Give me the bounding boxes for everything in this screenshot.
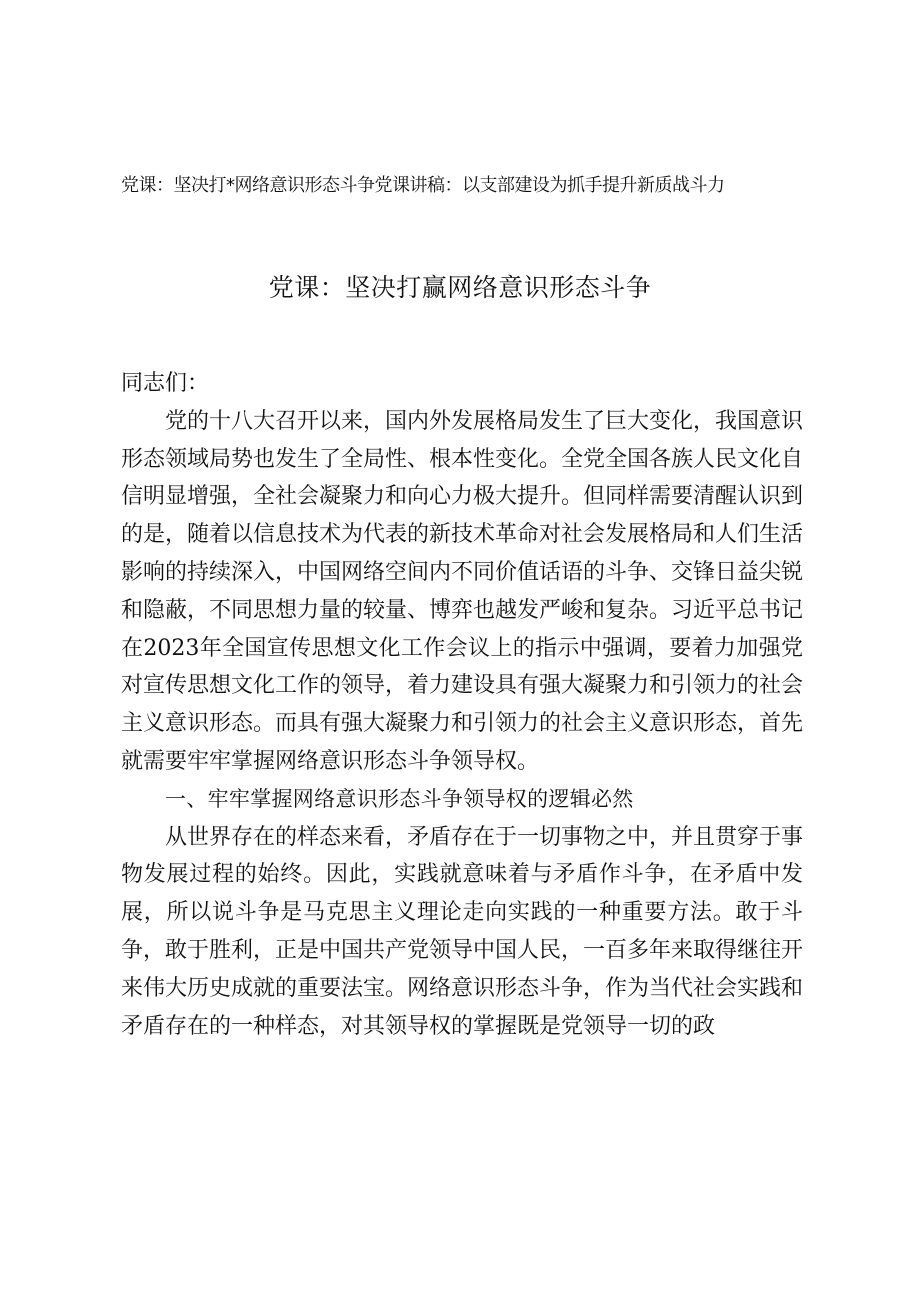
salutation: 同志们： xyxy=(121,371,210,396)
document-header-line: 党课：坚决打*网络意识形态斗争党课讲稿：以支部建设为抓手提升新质战斗力 xyxy=(121,175,725,196)
document-title: 党课：坚决打赢网络意识形态斗争 xyxy=(268,273,652,302)
section-heading: 一、牢牢掌握网络意识形态斗争领导权的逻辑必然 xyxy=(165,786,634,811)
body-paragraph: 党的十八大召开以来，国内外发展格局发生了巨大变化，我国意识形态领域局势也发生了全局性、根本性变化。全党全国各族人民文化自信明显增强，全社会凝聚力和向心力极大提升。但同样需要清醒认识到的是，随着以信息技术为代表的新技术革命对社会发展格局和人们生活影响的持续深入，中国网络空间内不同价值话语的斗争、交锋日益尖锐和隐蔽，不同思想力量的较量、博弈也越发严峻和复杂。习近平总书记在2023年全国宣传思想文化工作会议上的指示中强调，要着力加强党对宣传思想文化工作的领导，着力建设具有强大凝聚力和引领力的社会主义意识形态。而具有强大凝聚力和引领力的社会主义意识形态，首先就需要牢牢掌握网络意识形态斗争领导权。 xyxy=(121,408,804,774)
section-paragraph: 从世界存在的样态来看，矛盾存在于一切事物之中，并且贯穿于事物发展过程的始终。因此，实践就意味着与矛盾作斗争，在矛盾中发展，所以说斗争是马克思主义理论走向实践的一种重要方法。敢于斗争，敢于胜利，正是中国共产党领导中国人民，一百多年来取得继往开来伟大历史成就的重要法宝。网络意识形态斗争，作为当代社会实践和矛盾存在的一种样态，对其领导权的掌握既是党领导一切的政 xyxy=(121,824,804,1039)
document-body xyxy=(121,365,803,1045)
